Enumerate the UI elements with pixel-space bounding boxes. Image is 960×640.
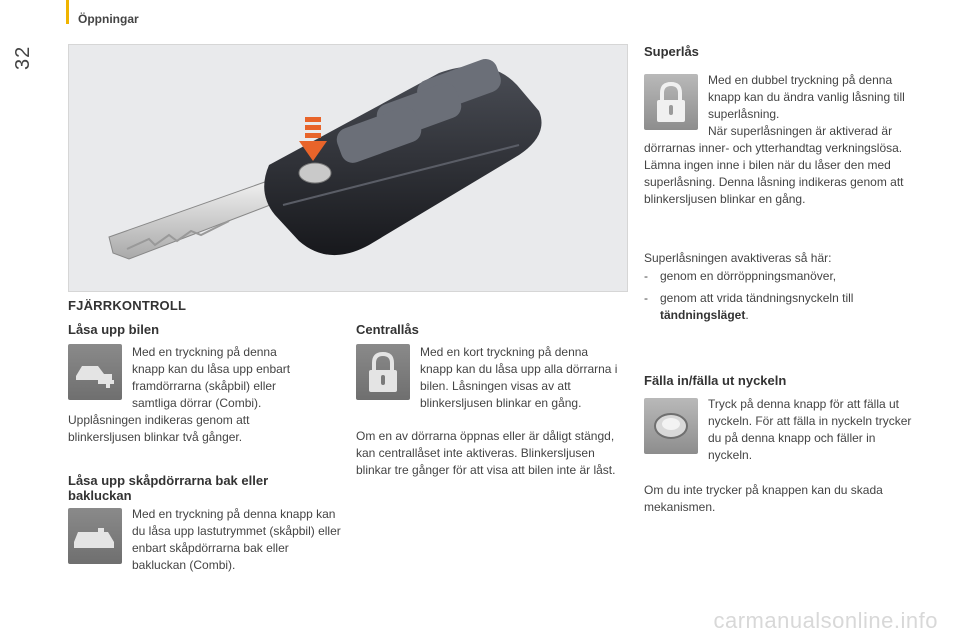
remote-key-photo [68,44,628,292]
central-title: Centrallås [356,322,419,337]
padlock-icon [356,344,410,400]
key-fold-button-icon [644,398,698,454]
page-number: 32 [12,45,34,70]
section-accent-bar [66,0,69,24]
superlock-item-2: - genom att vrida tändningsnyckeln till tändningsläget. [644,291,854,322]
van-unlock-icon [68,344,122,400]
superlock-deactivate-intro: Superlåsningen avaktiveras så här: [644,251,832,265]
central-text: Med en kort tryckning på denna knapp kan du låsa upp alla dörrarna i bilen. Låsningen visas av att blinkersljusen blinkar en gång. [420,345,618,410]
van-rear-icon [68,508,122,564]
superlock-item-1: - genom en dörröppningsmanöver, [644,269,837,283]
cargo-title-line2: bakluckan [68,488,132,503]
cargo-title [68,473,328,503]
watermark: carmanualsonline.info [713,608,938,633]
fold-text: Tryck på denna knapp för att fälla ut nyckeln. För att fälla in nyckeln trycker du på denna knapp och fäller in nyckeln. [708,397,912,462]
unlock-note: Upplåsningen indikeras genom att blinkersljusen blinkar två gånger. [68,413,250,444]
unlock-text: Med en tryckning på denna knapp kan du låsa upp enbart framdörrarna (skåpbil) eller samtliga dörrar (Combi). [132,345,291,410]
superlock-note: När superlåsningen är aktiverad är dörrarnas inner- och ytterhandtag verkningslösa. Lämna ingen inne i bilen när du låser den med superlåsning. Denna låsning indikeras genom att blinkersljusen blinkar en gång. [644,124,904,206]
fold-note: Om du inte trycker på knappen kan du skada mekanismen. [644,483,883,514]
superlock-padlock-icon [644,74,698,130]
unlock-title: Låsa upp bilen [68,322,160,337]
fold-title: Fälla in/fälla ut nyckeln [644,373,787,388]
cargo-text: Med en tryckning på denna knapp kan du låsa upp lastutrymmet (skåpbil) eller enbart skåpdörrarna bak eller bakluckan (Combi). [132,507,341,572]
remote-key-illustration [69,45,627,291]
section-title: Öppningar [78,12,139,26]
cargo-title-line1: Låsa upp skåpdörrarna bak eller [68,473,269,488]
central-note: Om en av dörrarna öppnas eller är dåligt stängd, kan centrallåset inte aktiveras. Blinkersljusen blinkar tre gånger för att visa att bilen inte är låst. [356,429,616,477]
remote-heading: FJÄRRKONTROLL [68,298,187,313]
superlock-text: Med en dubbel tryckning på denna knapp kan du ändra vanlig låsning till superlåsning. [708,73,905,121]
superlock-title: Superlås [644,44,699,59]
